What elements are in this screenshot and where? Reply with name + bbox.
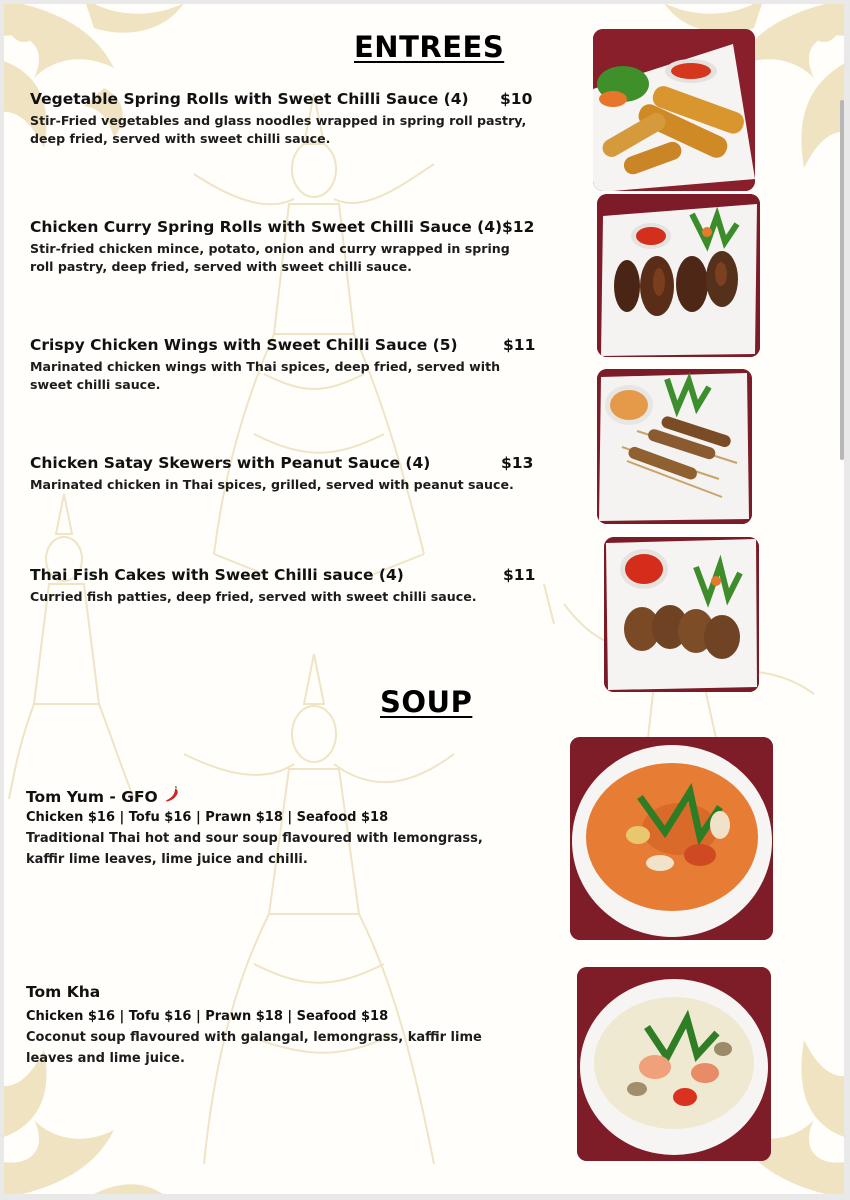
chicken-satay-skewers-photo (597, 369, 752, 524)
menu-item-chicken-curry-spring-rolls (30, 218, 560, 276)
scrollbar[interactable] (840, 100, 844, 460)
chili-pepper-icon (163, 784, 183, 804)
menu-item-name: Chicken Curry Spring Rolls with Sweet Chilli Sauce (4) (30, 218, 503, 236)
menu-item-thai-fish-cakes (30, 566, 560, 606)
menu-item-prices: Chicken $16 | Tofu $16 | Prawn $18 | Seafood $18 (26, 1009, 389, 1024)
chicken-curry-spring-rolls-photo (597, 194, 760, 357)
menu-item-description: Stir-fried chicken mince, potato, onion and curry wrapped in spring roll pastry, deep fried, served with sweet chilli sauce. (30, 241, 510, 274)
menu-item-vegetable-spring-rolls (30, 90, 560, 148)
menu-item-price: $11 (503, 336, 536, 354)
menu-item-name: Chicken Satay Skewers with Peanut Sauce (4) (30, 454, 431, 472)
vegetable-spring-rolls-photo (593, 29, 755, 191)
tom-kha-soup-photo (577, 967, 771, 1161)
menu-item-tom-kha (26, 983, 546, 1069)
menu-item-tom-yum (26, 784, 546, 870)
thai-dancer-watermark-icon (154, 74, 474, 594)
menu-item-price: $10 (500, 90, 533, 108)
menu-item-price: $12 (502, 218, 535, 236)
menu-item-price: $13 (501, 454, 534, 472)
section-title-soup: SOUP (380, 685, 473, 719)
menu-item-name: Vegetable Spring Rolls with Sweet Chilli Sauce (4) (30, 90, 469, 108)
menu-item-name: Crispy Chicken Wings with Sweet Chilli Sauce (5) (30, 336, 458, 354)
menu-item-name: Thai Fish Cakes with Sweet Chilli sauce (4) (30, 566, 404, 584)
menu-item-description: Stir-Fried vegetables and glass noodles wrapped in spring roll pastry, deep fried, served with sweet chilli sauce. (30, 113, 527, 146)
thai-dancer-watermark-icon (154, 644, 474, 1184)
menu-item-name: Tom Kha (26, 983, 101, 1001)
menu-item-prices: Chicken $16 | Tofu $16 | Prawn $18 | Seafood $18 (26, 810, 389, 825)
thai-dancer-watermark-icon (4, 484, 154, 804)
menu-item-chicken-satay-skewers (30, 454, 560, 494)
menu-item-name: Tom Yum - GFO (26, 788, 158, 806)
menu-item-price: $11 (503, 566, 536, 584)
section-title-entrees: ENTREES (354, 30, 505, 64)
menu-item-description: Marinated chicken wings with Thai spices, deep fried, served with sweet chilli sauce. (30, 359, 501, 392)
menu-item-description: Curried fish patties, deep fried, served with sweet chilli sauce. (30, 589, 477, 604)
thai-fish-cakes-photo (604, 537, 759, 692)
menu-item-description: Marinated chicken in Thai spices, grilled, served with peanut sauce. (30, 477, 514, 492)
tom-yum-soup-photo (570, 737, 773, 940)
menu-item-crispy-chicken-wings (30, 336, 560, 394)
menu-page (4, 4, 844, 1194)
menu-item-description: Traditional Thai hot and sour soup flavoured with lemongrass, kaffir lime leaves, lime juice and chilli. (26, 831, 483, 867)
menu-item-description: Coconut soup flavoured with galangal, lemongrass, kaffir lime leaves and lime juice. (26, 1030, 482, 1066)
